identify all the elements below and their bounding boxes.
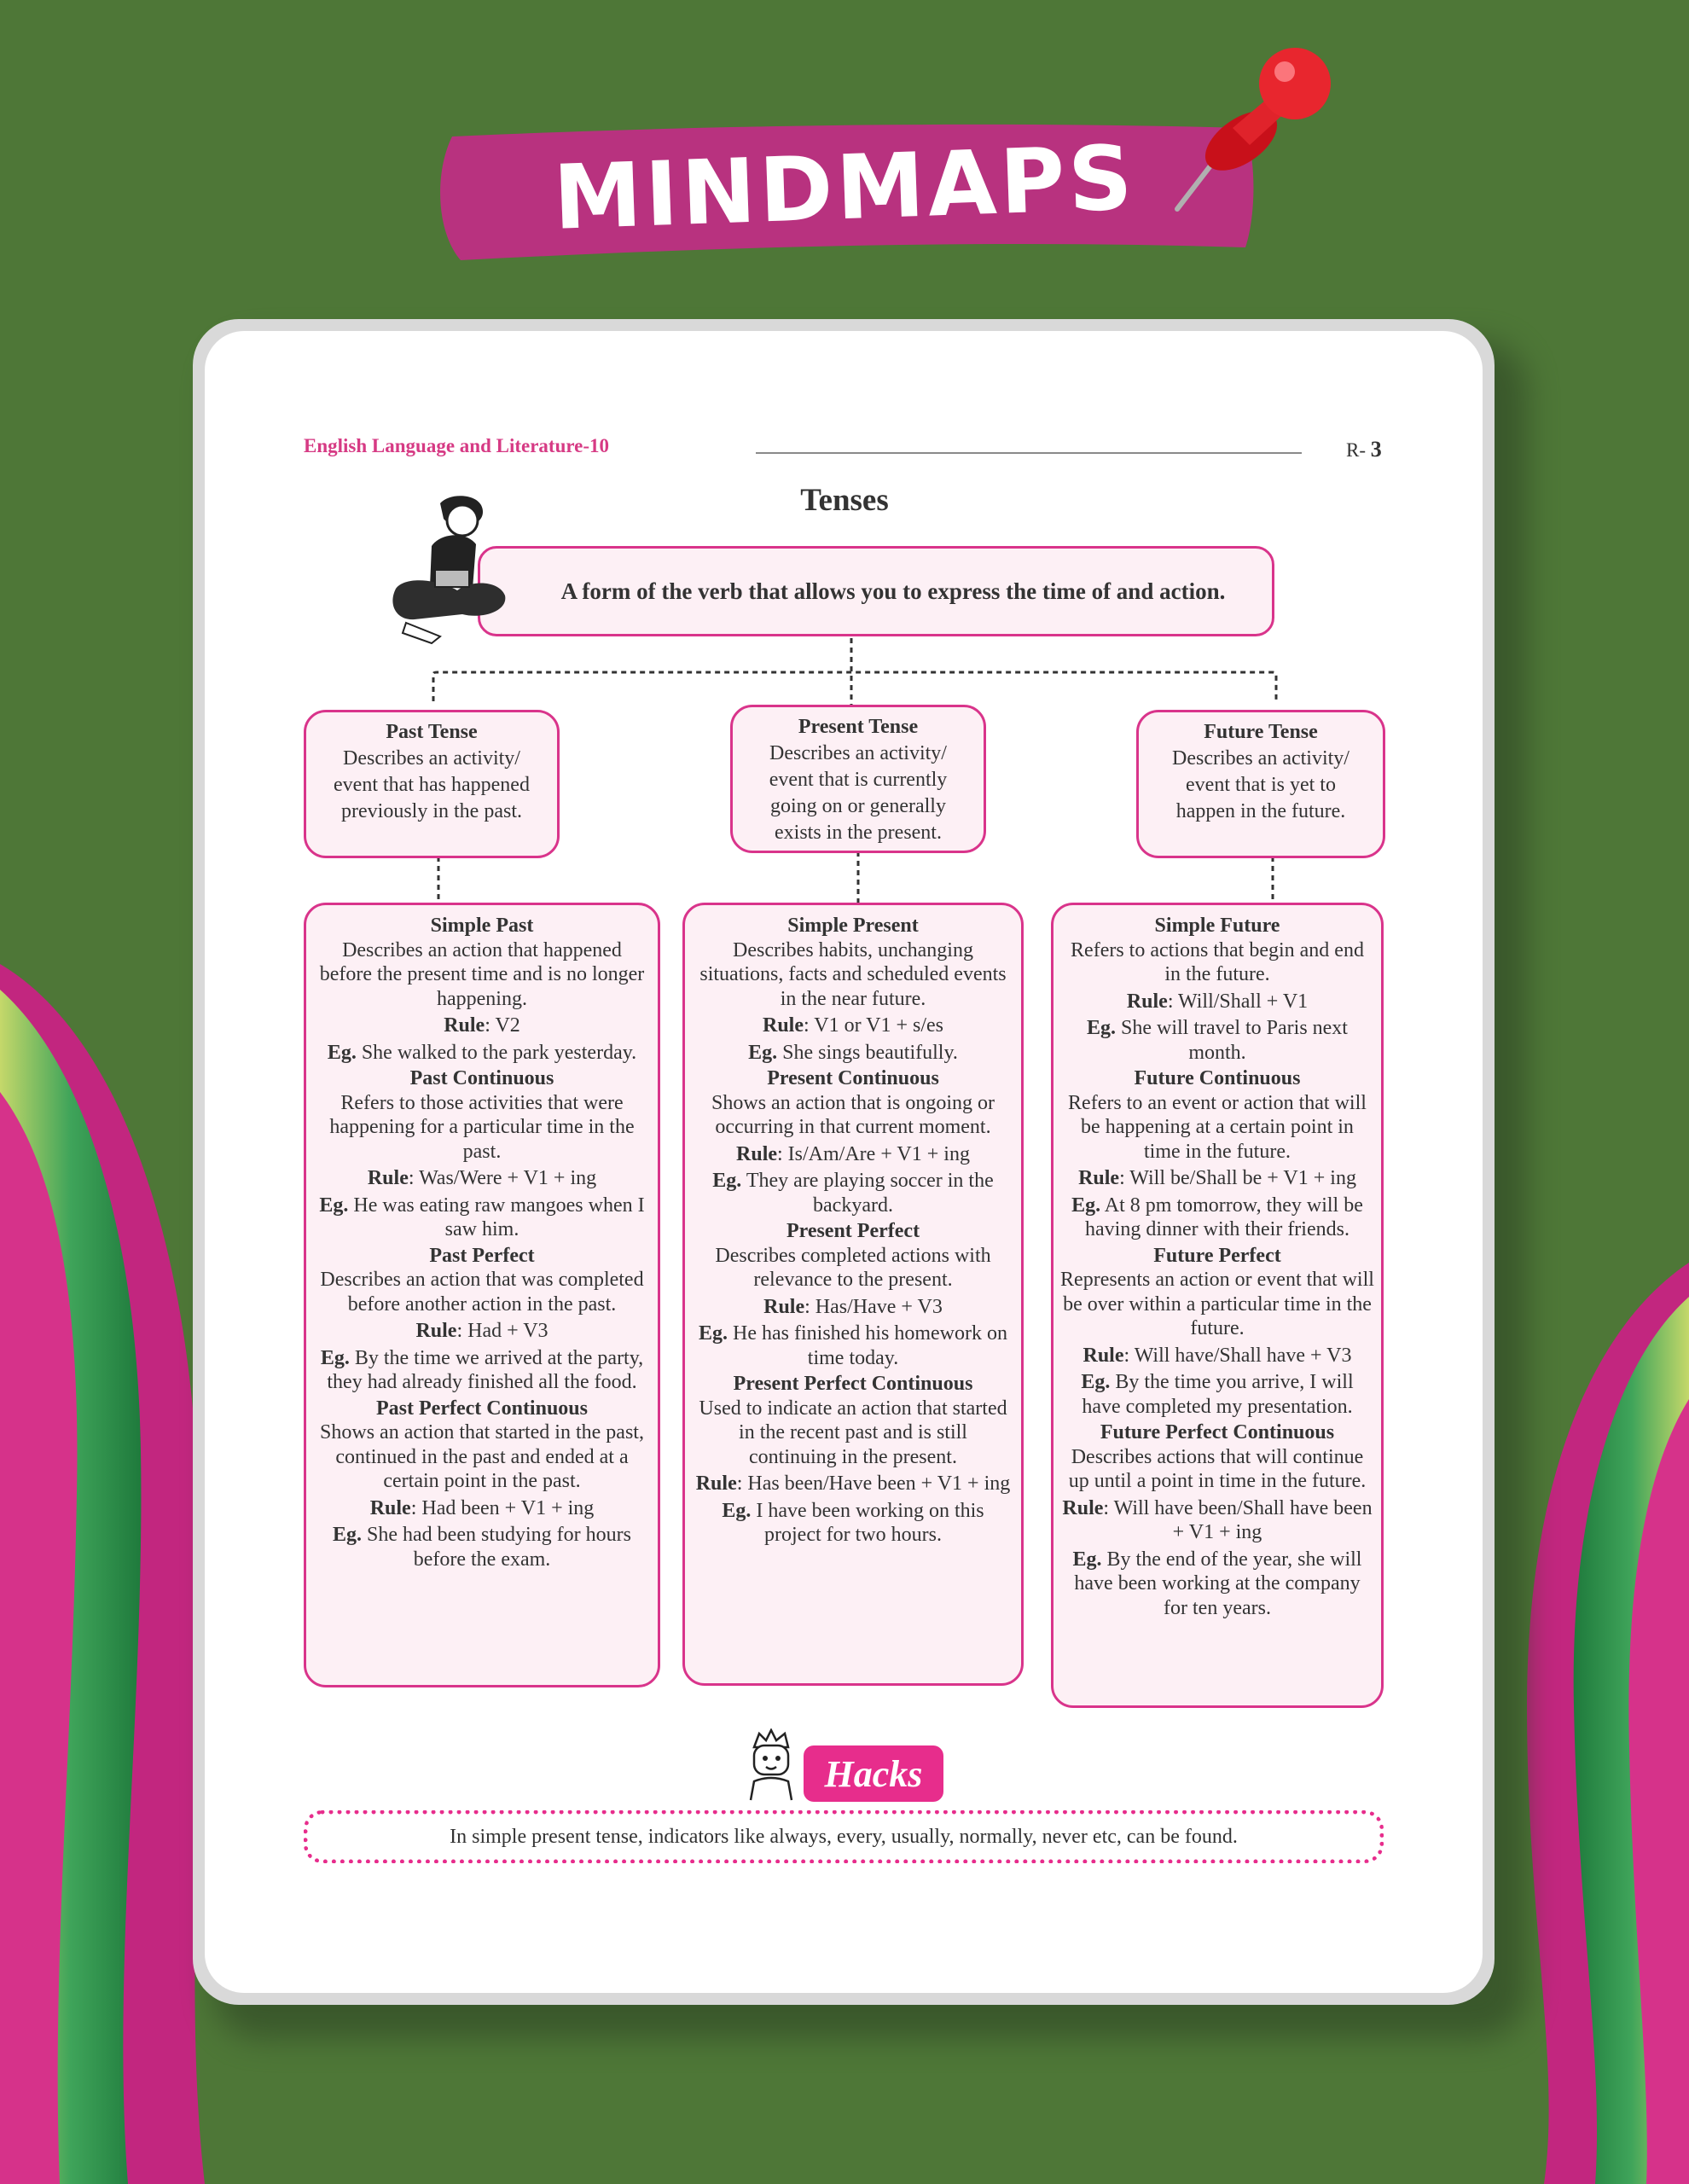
form-title: Simple Past [430,915,534,937]
form-description: Describes completed actions with relevance to the present. [715,1244,991,1291]
form-description: Used to indicate an action that started in the recent past and is still continuing in the present. [699,1397,1007,1468]
page-number: R- 3 [1346,437,1382,462]
form-rule: Rule: Will have been/Shall have been + V1 + ing [1062,1496,1373,1543]
form-rule: Rule: Has/Have + V3 [763,1295,943,1318]
form-rule: Rule: Is/Am/Are + V1 + ing [736,1142,970,1165]
page-title: Tenses [800,483,889,518]
form-description: Refers to those activities that were happening for a particular time in the past. [329,1091,635,1163]
form-title: Future Perfect [1153,1244,1281,1267]
form-rule: Rule: Will/Shall + V1 [1126,990,1309,1013]
banner-title: MINDMAPS [551,125,1138,250]
form-example: Eg. By the time you arrive, I will have completed my presentation. [1081,1371,1354,1418]
form-title: Future Continuous [1134,1067,1301,1089]
form-example: Eg. By the time we arrived at the party, they had already finished all the food. [320,1346,644,1393]
tense-title: Future Tense [1204,721,1318,743]
form-rule: Rule: Had + V3 [415,1320,548,1342]
form-title: Present Continuous [767,1067,939,1089]
hacks-label: Hacks [804,1745,943,1802]
form-rule: Rule: V2 [444,1014,520,1037]
form-description: Describes habits, unchanging situations, facts and scheduled events in the near future. [699,938,1007,1010]
reading-person-illustration [380,486,508,648]
tense-box-future [1136,710,1385,858]
boy-icon [744,1728,800,1802]
form-title: Simple Future [1154,915,1280,937]
form-example: Eg. He was eating raw mangoes when I saw him. [319,1194,645,1240]
forms-box-future [1051,903,1384,1708]
forms-box-present [682,903,1024,1686]
form-title: Future Perfect Continuous [1100,1421,1335,1443]
form-title: Past Perfect [429,1244,535,1267]
form-example: Eg. He has finished his homework on time today. [699,1322,1007,1369]
tense-description: Describes an activity/ event that is yet to happen in the future. [1172,747,1349,822]
tense-box-past [304,710,560,858]
form-description: Refers to an event or action that will be happening at a certain point in time in the future. [1068,1091,1367,1163]
form-example: Eg. I have been working on this project for two hours. [722,1499,984,1546]
forms-box-past [304,903,660,1687]
form-rule: Rule: Will be/Shall be + V1 + ing [1078,1167,1356,1189]
tense-title: Past Tense [386,721,478,743]
form-example: Eg. She walked to the park yesterday. [327,1041,637,1064]
tense-box-present [730,705,986,853]
form-rule: Rule: Had been + V1 + ing [369,1496,595,1519]
form-title: Past Perfect Continuous [376,1397,588,1420]
form-example: Eg. They are playing soccer in the backyard. [712,1170,994,1217]
form-example: Eg. By the end of the year, she will have been working at the company for ten years. [1072,1548,1362,1619]
form-description: Refers to actions that begin and end in the future. [1071,938,1364,985]
form-example: Eg. She sings beautifully. [748,1041,958,1064]
form-description: Represents an action or event that will be over within a particular time in the future. [1060,1269,1374,1339]
form-description: Describes an action that was completed before another action in the past. [320,1269,644,1316]
hacks-tip: In simple present tense, indicators like always, every, usually, normally, never etc, can be found. [304,1810,1384,1863]
form-rule: Rule: Will have/Shall have + V3 [1082,1344,1352,1367]
form-description: Describes an action that happened before the present time and is no longer happening. [319,938,645,1010]
tense-description: Describes an activity/ event that has happened previously in the past. [334,747,530,822]
form-description: Shows an action that started in the past, continued in the past and ended at a certain point in the past. [320,1421,644,1492]
form-title: Simple Present [787,915,919,937]
form-title: Past Continuous [409,1067,554,1089]
book-title: English Language and Literature-10 [304,435,610,456]
form-title: Present Perfect [786,1220,920,1242]
pushpin-icon [1160,34,1339,222]
tense-title: Present Tense [798,716,919,738]
form-description: Describes actions that will continue up until a point in time in the future. [1068,1445,1367,1492]
form-rule: Rule: Was/Were + V1 + ing [367,1167,597,1189]
form-example: Eg. She will travel to Paris next month. [1087,1017,1348,1064]
form-title: Present Perfect Continuous [733,1373,973,1395]
form-description: Shows an action that is ongoing or occurring in that current moment. [711,1091,995,1138]
form-example: Eg. At 8 pm tomorrow, they will be having dinner with their friends. [1071,1194,1363,1240]
form-example: Eg. She had been studying for hours before the exam. [333,1524,631,1571]
definition-box: A form of the verb that allows you to express the time of and action. [478,546,1274,636]
form-rule: Rule: V1 or V1 + s/es [763,1014,943,1037]
form-rule: Rule: Has been/Have been + V1 + ing [695,1472,1011,1495]
header-rule [756,452,1302,454]
tense-description: Describes an activity/ event that is currently going on or generally exists in the present. [769,742,948,844]
